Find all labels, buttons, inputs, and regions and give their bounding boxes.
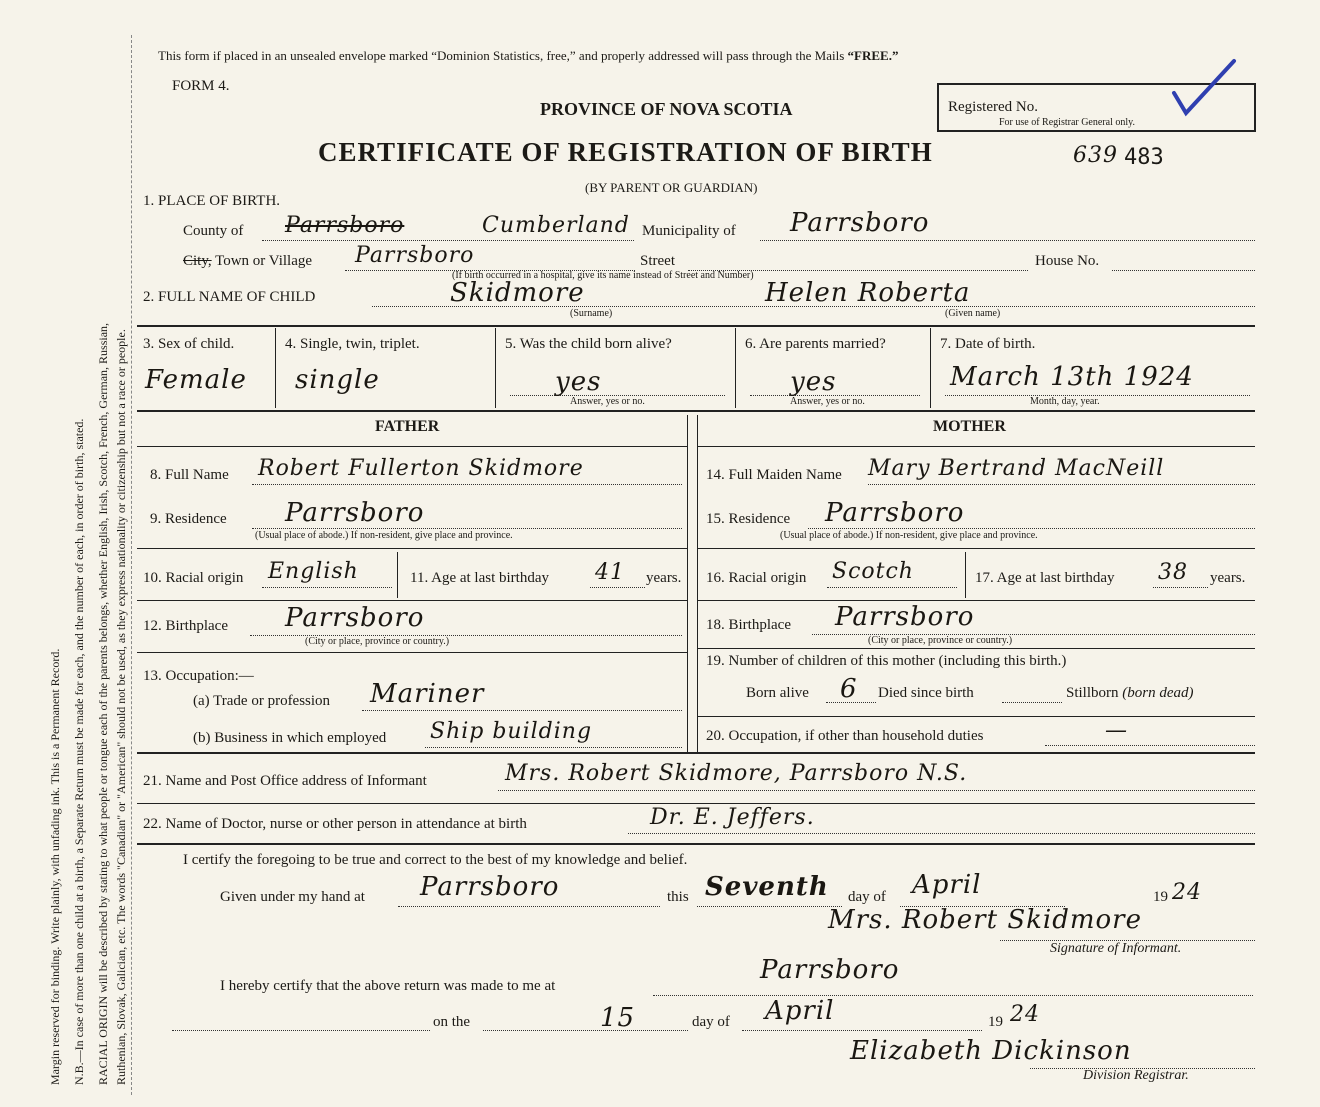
plurality-label: 4. Single, twin, triplet.	[285, 336, 420, 352]
father-name-value: Robert Fullerton Skidmore	[258, 456, 584, 481]
registrar-year-prefix: 19	[988, 1014, 1003, 1030]
sex-value: Female	[145, 365, 247, 395]
day-of-label: day of	[848, 889, 886, 905]
born-alive-value: yes	[555, 367, 602, 397]
street-label: Street	[640, 253, 675, 269]
stillborn-label-text: Stillborn	[1066, 685, 1119, 701]
cert-number-handwritten: 639	[1073, 143, 1118, 168]
parents-married-caption: Answer, yes or no.	[790, 396, 865, 407]
father-heading: FATHER	[375, 418, 440, 435]
mother-heading: MOTHER	[933, 418, 1006, 435]
father-residence-caption: (Usual place of abode.) If non-resident, give place and province.	[255, 530, 513, 541]
father-birthplace-label: 12. Birthplace	[143, 618, 228, 634]
margin-line-4: Ruthenian, Slovak, Galician, etc. The words "Canadian" or "American" should not be used, as they express nationality or citizenship but not a race or people.	[114, 329, 128, 1085]
dob-caption: Month, day, year.	[1030, 396, 1100, 407]
informant-signature: Mrs. Robert Skidmore	[828, 905, 1142, 935]
registrar-place-value: Parrsboro	[760, 955, 900, 985]
checkmark-icon	[1164, 55, 1244, 125]
form-number: FORM 4.	[172, 78, 230, 94]
registered-box	[937, 83, 1256, 132]
registered-note: For use of Registrar General only.	[999, 117, 1135, 128]
mother-age-label: 17. Age at last birthday	[975, 570, 1115, 586]
mother-birthplace-caption: (City or place, province or country.)	[868, 635, 1013, 646]
municipality-label: Municipality of	[642, 223, 736, 239]
certificate-subtitle: (BY PARENT OR GUARDIAN)	[585, 180, 758, 195]
municipality-value: Parrsboro	[790, 208, 930, 238]
hospital-note: (If birth occurred in a hospital, give its name instead of Street and Number)	[452, 270, 754, 281]
father-race-label: 10. Racial origin	[143, 570, 244, 586]
dob-value: March 13th 1924	[950, 362, 1194, 392]
father-birthplace-value: Parrsboro	[285, 603, 425, 633]
parents-married-value: yes	[790, 367, 837, 397]
margin-line-3: RACIAL ORIGIN will be described by stating to what people or tongue each of the parents belongs, whether English, Irish, Scotch, French, German, Russian,	[96, 322, 110, 1085]
mother-race-label: 16. Racial origin	[706, 570, 807, 586]
mail-notice-text: This form if placed in an unsealed envelope marked “Dominion Statistics, free,” and properly addressed will pass through the Mails	[158, 48, 845, 63]
this-label: this	[667, 889, 689, 905]
mother-residence-value: Parrsboro	[825, 498, 965, 528]
father-trade-label: (a) Trade or profession	[193, 693, 331, 709]
city-label	[183, 253, 312, 270]
city-label-struck: City,	[183, 253, 212, 269]
mail-notice	[158, 48, 898, 64]
child-name-label: 2. FULL NAME OF CHILD	[143, 289, 316, 305]
on-the-label: on the	[433, 1014, 471, 1030]
father-business-label: (b) Business in which employed	[193, 730, 387, 746]
month-value: April	[912, 870, 982, 900]
county-struck-value: Parrsboro	[285, 213, 405, 238]
doctor-value: Dr. E. Jeffers.	[650, 805, 815, 830]
given-under-label: Given under my hand at	[220, 889, 365, 905]
mother-race-value: Scotch	[832, 559, 914, 584]
born-alive-count-value: 6	[840, 674, 858, 704]
surname-caption: (Surname)	[570, 308, 613, 319]
father-race-value: English	[268, 559, 359, 584]
place-section-label: 1. PLACE OF BIRTH.	[143, 193, 281, 209]
mother-years-label: years.	[1210, 570, 1246, 586]
margin-divider	[131, 35, 132, 1095]
certification-statement: I certify the foregoing to be true and correct to the best of my knowledge and belief.	[183, 852, 688, 868]
mother-birthplace-label: 18. Birthplace	[706, 617, 791, 633]
mother-age-value: 38	[1158, 560, 1188, 585]
day-of-label-2: day of	[692, 1014, 730, 1030]
registrar-day-value: 15	[600, 1003, 636, 1033]
county-label: County of	[183, 223, 244, 239]
registrar-caption: Division Registrar.	[1083, 1068, 1189, 1083]
year-value: 24	[1172, 880, 1202, 905]
city-value: Parrsboro	[355, 243, 475, 268]
registrar-statement: I hereby certify that the above return was made to me at	[220, 978, 556, 994]
cert-number-stamp: 483	[1124, 145, 1164, 170]
given-name-caption: (Given name)	[945, 308, 1001, 319]
day-value: Seventh	[705, 872, 829, 902]
registrar-signature: Elizabeth Dickinson	[850, 1036, 1132, 1066]
province-heading: PROVINCE OF NOVA SCOTIA	[540, 99, 793, 119]
informant-label: 21. Name and Post Office address of Informant	[143, 773, 427, 789]
registrar-month-value: April	[765, 996, 835, 1026]
dob-label: 7. Date of birth.	[940, 336, 1036, 352]
died-since-birth-label: Died since birth	[878, 685, 974, 701]
father-years-label: years.	[646, 570, 682, 586]
doctor-label: 22. Name of Doctor, nurse or other person in attendance at birth	[143, 816, 527, 832]
born-alive-caption: Answer, yes or no.	[570, 396, 645, 407]
parents-married-label: 6. Are parents married?	[745, 336, 886, 352]
house-number-label: House No.	[1035, 253, 1100, 269]
mother-name-value: Mary Bertrand MacNeill	[868, 456, 1165, 481]
year-prefix: 19	[1153, 889, 1168, 905]
plurality-value: single	[295, 365, 380, 395]
father-occupation-label: 13. Occupation:—	[143, 668, 254, 684]
mother-residence-caption: (Usual place of abode.) If non-resident, give place and province.	[780, 530, 1038, 541]
children-count-label: 19. Number of children of this mother (including this birth.)	[706, 653, 1067, 669]
certificate-title: CERTIFICATE OF REGISTRATION OF BIRTH	[318, 137, 933, 167]
given-place-value: Parrsboro	[420, 872, 560, 902]
child-surname: Skidmore	[450, 278, 585, 308]
mother-residence-label: 15. Residence	[706, 511, 791, 527]
father-name-label: 8. Full Name	[150, 467, 229, 483]
stillborn-note: (born dead)	[1122, 685, 1194, 701]
father-trade-value: Mariner	[370, 679, 485, 709]
mother-occupation-label: 20. Occupation, if other than household duties	[706, 728, 984, 744]
city-label-text: Town or Village	[215, 253, 313, 269]
stillborn-label	[1066, 685, 1194, 702]
child-given-name: Helen Roberta	[765, 278, 971, 308]
father-age-value: 41	[595, 560, 625, 585]
margin-line-2: N.B.—In case of more than one child at a birth, a Separate Return must be made for each, and the number of each, in order of birth, stated.	[72, 418, 86, 1085]
mother-name-label: 14. Full Maiden Name	[706, 467, 842, 483]
father-age-label: 11. Age at last birthday	[410, 570, 549, 586]
father-business-value: Ship building	[430, 719, 593, 744]
informant-signature-caption: Signature of Informant.	[1050, 941, 1182, 956]
county-value: Cumberland	[482, 213, 630, 238]
mail-free-text: “FREE.”	[847, 48, 899, 63]
born-alive-count-label: Born alive	[746, 685, 809, 701]
mother-birthplace-value: Parrsboro	[835, 602, 975, 632]
father-birthplace-caption: (City or place, province or country.)	[305, 636, 450, 647]
left-margin	[0, 0, 140, 1107]
father-residence-value: Parrsboro	[285, 498, 425, 528]
registered-label: Registered No.	[948, 99, 1038, 115]
informant-value: Mrs. Robert Skidmore, Parrsboro N.S.	[505, 761, 968, 786]
registrar-year-value: 24	[1010, 1002, 1040, 1027]
father-residence-label: 9. Residence	[150, 511, 227, 527]
sex-label: 3. Sex of child.	[143, 336, 235, 352]
mother-occupation-value: —	[1105, 718, 1128, 743]
born-alive-label: 5. Was the child born alive?	[505, 336, 672, 352]
margin-line-1: Margin reserved for binding. Write plainly, with unfading ink. This is a Permanent Record.	[48, 648, 62, 1085]
